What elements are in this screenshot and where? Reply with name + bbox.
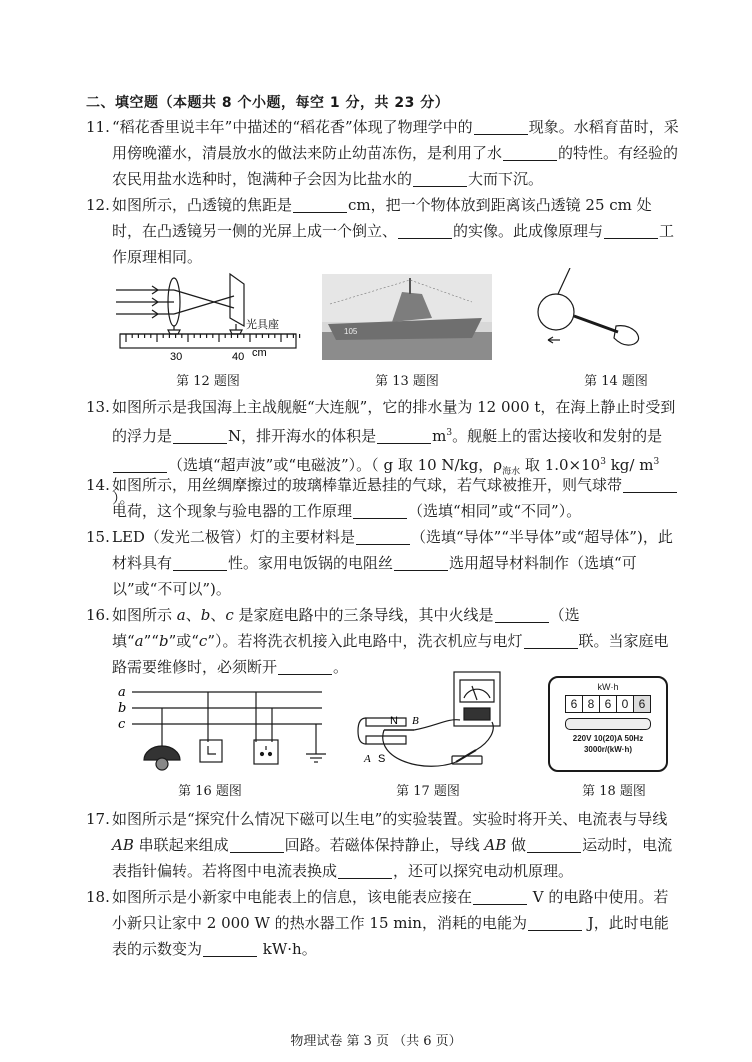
electricity-meter	[548, 676, 668, 772]
answer-blank[interactable]	[173, 427, 227, 444]
answer-blank[interactable]	[356, 528, 410, 545]
question-number: 12.	[86, 196, 110, 214]
point-label-b: B	[412, 715, 419, 727]
question-12	[86, 192, 680, 270]
unit-label: cm	[252, 347, 267, 359]
answer-blank[interactable]	[338, 862, 392, 879]
ammeter-needle	[472, 686, 477, 700]
magnet-s	[366, 736, 406, 744]
meter-digit: 0	[617, 696, 634, 712]
pole-label-s: S	[378, 753, 386, 765]
answer-blank[interactable]	[604, 222, 658, 239]
hull-number: 105	[344, 327, 358, 336]
question-number: 14.	[86, 476, 110, 494]
lens-diagram	[112, 268, 308, 364]
answer-blank[interactable]	[293, 196, 347, 213]
meter-digit-decimal: 6	[634, 696, 650, 712]
lens-holder	[168, 330, 180, 334]
question-number: 13.	[86, 398, 110, 416]
figure-caption: 第 13 题图	[375, 374, 439, 389]
meter-digit: 8	[583, 696, 600, 712]
pole-label-n: N	[390, 715, 398, 727]
balloon	[538, 294, 574, 330]
question-number: 17.	[86, 810, 110, 828]
figure-caption: 第 18 题图	[582, 784, 646, 799]
balloon-diagram	[536, 268, 666, 360]
meter-spec-constant: 3000r/(kW·h)	[583, 745, 632, 754]
question-11	[86, 114, 680, 192]
bench-label: 光具座	[246, 319, 279, 331]
question-18	[86, 884, 680, 962]
answer-blank[interactable]	[503, 144, 557, 161]
question-17	[86, 806, 680, 884]
answer-blank[interactable]	[173, 554, 227, 571]
question-text: 如图所示，凸透镜的焦距是 cm，把一个物体放到距离该凸透镜 25 cm 处时，在凸透镜另一侧的光屏上成一个倒立、 的实像。此成像原理与 工作原理相同。	[112, 196, 675, 266]
meter-rotor	[565, 718, 651, 730]
answer-blank[interactable]	[353, 502, 407, 519]
question-text: “稻花香里说丰年”中描述的“稻花香”体现了物理学中的 现象。水稻育苗时，采用傍晚灌水，清晨放水的做法来防止幼苗冻伤，是利用了水 的特性。有经验的农民用盐水选种时，饱满种子会因为比盐水的 大而下沉。	[112, 118, 679, 188]
meter-digit: 6	[566, 696, 583, 712]
meter-spec-rating: 220V 10(20)A 50Hz	[572, 734, 644, 743]
question-text: 如图所示，用丝绸摩擦过的玻璃棒靠近悬挂的气球，若气球被推开，则气球带电荷，这个现象与验电器的工作原理 （选填“相同”或“不同”）。	[112, 472, 680, 524]
optical-bench	[120, 334, 296, 348]
question-number: 16.	[86, 606, 110, 624]
point-label-a: A	[364, 753, 371, 765]
figure-caption: 第 17 题图	[396, 784, 460, 799]
question-text: LED（发光二极管）灯的主要材料是 （选填“导体”“半导体”或“超导体”)，此材料具有 性。家用电饭锅的电阻丝 选用超导材料制作（选填“可以”或“不可以”)。	[112, 528, 673, 598]
section-title: 二、填空题（本题共 8 个小题，每空 1 分，共 23 分）	[86, 95, 450, 111]
switch	[200, 740, 222, 762]
wire-label-c: c	[118, 717, 126, 732]
question-text: 如图所示是“探究什么情况下磁可以生电”的实验装置。实验时将开关、电流表与导线 AB 串联起来组成 回路。若磁体保持静止，导线 AB 做 运动时，电流表指针偏转。若将图中电流表换成 ，还可以探究电动机原理。	[112, 810, 673, 880]
figure-caption: 第 16 题图	[178, 784, 242, 799]
answer-blank[interactable]	[495, 606, 549, 623]
answer-blank[interactable]	[203, 940, 257, 957]
question-text: 如图所示是小新家中电能表上的信息，该电能表应接在 V 的电路中使用。若小新只让家中 2 000 W 的热水器工作 15 min，消耗的电能为 J，此时电能表的示数变为 kW·h。	[112, 888, 669, 958]
page-footer: 物理试卷 第 3 页 （共 6 页）	[290, 1034, 462, 1049]
hand	[614, 326, 639, 346]
glass-rod	[574, 316, 618, 332]
household-circuit	[114, 684, 336, 780]
question-number: 18.	[86, 888, 110, 906]
magnet-n	[366, 718, 406, 726]
meter-display	[565, 695, 651, 713]
answer-blank[interactable]	[113, 456, 167, 473]
answer-blank[interactable]	[474, 118, 528, 135]
question-15	[86, 524, 680, 602]
meter-unit: kW·h	[597, 682, 619, 692]
answer-blank[interactable]	[623, 476, 677, 493]
question-number: 15.	[86, 528, 110, 546]
light-screen	[230, 274, 244, 326]
question-16	[86, 602, 680, 680]
warship-photo	[322, 274, 492, 360]
induction-apparatus	[356, 670, 516, 776]
answer-blank[interactable]	[524, 632, 578, 649]
meter-digit: 6	[600, 696, 617, 712]
answer-blank[interactable]	[413, 170, 467, 187]
string	[558, 268, 570, 294]
answer-blank[interactable]	[528, 914, 582, 931]
socket	[254, 740, 278, 764]
answer-blank[interactable]	[527, 836, 581, 853]
wire-label-a: a	[118, 685, 126, 700]
question-14	[86, 472, 680, 524]
answer-blank[interactable]	[394, 554, 448, 571]
question-number: 11.	[86, 118, 110, 136]
answer-blank[interactable]	[377, 427, 431, 444]
tick-label-40: 40	[232, 351, 245, 363]
question-text: 如图所示是我国海上主战舰艇“大连舰”，它的排水量为 12 000 t，在海上静止时受到的浮力是 N，排开海水的体积是 $m^3$。舰艇上的雷达接收和发射的是（选填“超声波”或“电磁波”）。（ g 取 10 N/kg，$\rho_{海水}$ 取 $1.0\times 10^3$ kg/ $m^3$ ）。	[112, 398, 676, 507]
ruler-ticks	[126, 334, 300, 342]
tick-label-30: 30	[170, 351, 183, 363]
answer-blank[interactable]	[473, 888, 527, 905]
figure-caption: 第 12 题图	[176, 374, 240, 389]
answer-blank[interactable]	[278, 658, 332, 675]
figure-caption: 第 14 题图	[584, 374, 648, 389]
screen-holder	[230, 330, 242, 334]
wire-label-b: b	[118, 701, 127, 716]
answer-blank[interactable]	[398, 222, 452, 239]
question-text: 如图所示 a、b、c 是家庭电路中的三条导线，其中火线是 （选填“a”“b”或“c”）。若将洗衣机接入此电路中，洗衣机应与电灯 联。当家庭电路需要维修时，必须断开 。	[112, 606, 669, 676]
answer-blank[interactable]	[230, 836, 284, 853]
